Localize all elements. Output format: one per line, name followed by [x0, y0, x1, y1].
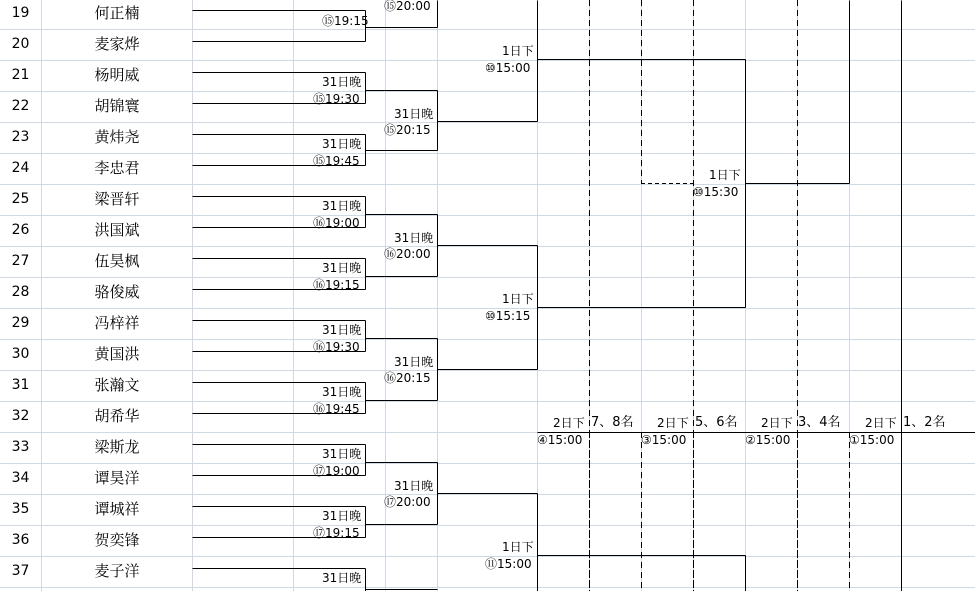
- r2-match-time: ⑮20:00: [384, 0, 431, 13]
- player-name-cell[interactable]: 谭昊洋: [94, 469, 140, 487]
- player-name-cell[interactable]: 黄国洪: [94, 345, 140, 363]
- row-number[interactable]: 32: [11, 408, 30, 424]
- r2-match-time: ⑯20:00: [384, 247, 431, 261]
- row-number[interactable]: 24: [11, 160, 30, 176]
- r1-match-time: ⑮19:15: [322, 14, 369, 28]
- player-name-cell[interactable]: 梁晋轩: [94, 190, 140, 208]
- final-place-label: 3、4名: [798, 415, 841, 430]
- final-place-label: 1、2名: [903, 415, 946, 430]
- player-name-cell[interactable]: 杨明威: [94, 66, 140, 84]
- r1-match-time: ⑰19:15: [313, 526, 360, 540]
- player-name-cell[interactable]: 麦家烨: [94, 35, 140, 53]
- r4-match-day: 1日下: [709, 168, 741, 182]
- player-name-cell[interactable]: 伍昊枫: [94, 252, 140, 270]
- final-match-day: 2日下: [761, 416, 793, 430]
- row-number[interactable]: 33: [11, 439, 30, 455]
- row-number[interactable]: 34: [11, 470, 30, 486]
- r1-match-time: ⑯19:45: [313, 402, 360, 416]
- row-number[interactable]: 23: [11, 129, 30, 145]
- r2-match-time: ⑰20:00: [384, 495, 431, 509]
- r1-match-day: 31日晚: [322, 323, 362, 337]
- final-place-label: 7、8名: [591, 415, 634, 430]
- player-name-cell[interactable]: 张瀚文: [94, 376, 140, 394]
- row-number[interactable]: 20: [11, 36, 30, 52]
- r2-match-day: 31日晚: [394, 231, 434, 245]
- row-number[interactable]: 21: [11, 67, 30, 83]
- final-match-time: ④15:00: [537, 433, 583, 447]
- r1-match-time: ⑮19:45: [313, 154, 360, 168]
- r4-match-time: ⑩15:30: [693, 185, 739, 199]
- player-name-cell[interactable]: 黄炜尧: [94, 128, 140, 146]
- r3-match-day: 1日下: [502, 540, 534, 554]
- player-name-cell[interactable]: 骆俊威: [94, 283, 140, 301]
- r1-match-day: 31日晚: [322, 509, 362, 523]
- player-name-cell[interactable]: 贺奕锋: [94, 531, 140, 549]
- r3-match-time: ⑩15:15: [485, 309, 531, 323]
- player-name-cell[interactable]: 何正楠: [94, 4, 140, 22]
- r1-match-day: 31日晚: [322, 75, 362, 89]
- row-number[interactable]: 35: [11, 501, 30, 517]
- r2-match-day: 31日晚: [394, 355, 434, 369]
- player-name-cell[interactable]: 谭城祥: [94, 500, 140, 518]
- final-match-day: 2日下: [553, 416, 585, 430]
- row-number[interactable]: 27: [11, 253, 30, 269]
- row-number[interactable]: 30: [11, 346, 30, 362]
- r1-match-day: 31日晚: [322, 137, 362, 151]
- player-name-cell[interactable]: 胡希华: [94, 407, 140, 425]
- r1-match-time: ⑯19:15: [313, 278, 360, 292]
- player-name-cell[interactable]: 李忠君: [94, 159, 140, 177]
- r3-match-time: ⑪15:00: [485, 557, 532, 571]
- r1-match-day: 31日晚: [322, 199, 362, 213]
- final-match-time: ①15:00: [849, 433, 895, 447]
- player-name-cell[interactable]: 梁斯龙: [94, 438, 140, 456]
- final-match-day: 2日下: [865, 416, 897, 430]
- r1-match-day: 31日晚: [322, 571, 362, 585]
- player-name-cell[interactable]: 冯梓祥: [94, 314, 140, 332]
- row-number[interactable]: 36: [11, 532, 30, 548]
- r1-match-time: ⑯19:30: [313, 340, 360, 354]
- row-number[interactable]: 19: [11, 5, 30, 21]
- r1-match-time: ⑮19:30: [313, 92, 360, 106]
- r2-match-time: ⑮20:15: [384, 123, 431, 137]
- r2-match-time: ⑯20:15: [384, 371, 431, 385]
- row-number[interactable]: 37: [11, 563, 30, 579]
- final-match-time: ③15:00: [641, 433, 687, 447]
- final-match-day: 2日下: [657, 416, 689, 430]
- r1-match-day: 31日晚: [322, 261, 362, 275]
- row-number[interactable]: 22: [11, 98, 30, 114]
- player-name-cell[interactable]: 麦子洋: [94, 562, 140, 580]
- r1-match-time: ⑰19:00: [313, 464, 360, 478]
- final-place-label: 5、6名: [695, 415, 738, 430]
- r2-match-day: 31日晚: [394, 107, 434, 121]
- r3-match-day: 1日下: [502, 292, 534, 306]
- player-name-cell[interactable]: 洪国斌: [94, 221, 140, 239]
- row-number[interactable]: 26: [11, 222, 30, 238]
- row-number[interactable]: 29: [11, 315, 30, 331]
- final-match-time: ②15:00: [745, 433, 791, 447]
- player-name-cell[interactable]: 胡锦寰: [94, 97, 140, 115]
- r1-match-day: 31日晚: [322, 385, 362, 399]
- r1-match-time: ⑯19:00: [313, 216, 360, 230]
- r3-match-time: ⑩15:00: [485, 61, 531, 75]
- r3-match-day: 1日下: [502, 44, 534, 58]
- r2-match-day: 31日晚: [394, 479, 434, 493]
- row-number[interactable]: 28: [11, 284, 30, 300]
- r1-match-day: 31日晚: [322, 447, 362, 461]
- row-number[interactable]: 25: [11, 191, 30, 207]
- row-number[interactable]: 31: [11, 377, 30, 393]
